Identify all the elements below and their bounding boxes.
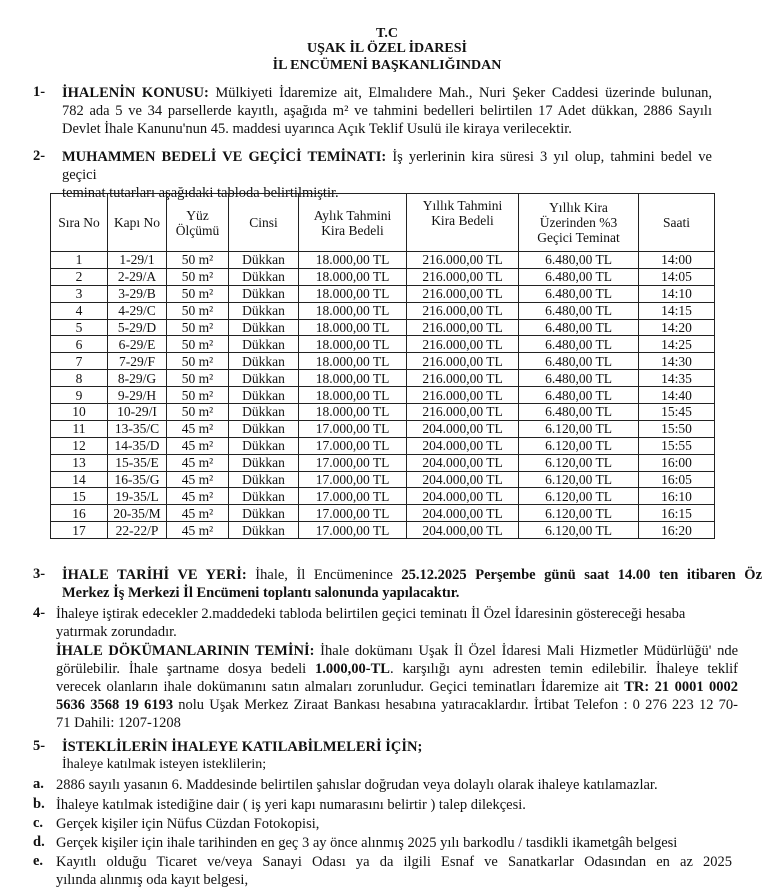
cell-yuz-olcumu: 45 m² xyxy=(167,505,229,522)
requirement-text-continued: yılında alınmış oda kayıt belgesi, xyxy=(56,872,249,888)
cell-sira-no: 6 xyxy=(51,336,108,353)
cell-gecici-teminat: 6.120,00 TL xyxy=(519,454,639,471)
cell-sira-no: 16 xyxy=(51,505,108,522)
cell-cinsi: Dükkan xyxy=(229,268,299,285)
table-row xyxy=(51,387,715,404)
cell-yillik-kira: 216.000,00 TL xyxy=(407,387,519,404)
col-header-saati: Saati xyxy=(639,194,715,252)
cell-aylik-kira: 18.000,00 TL xyxy=(299,370,407,387)
cell-aylik-kira: 18.000,00 TL xyxy=(299,252,407,269)
cell-kapi-no: 14-35/D xyxy=(108,437,167,454)
table-body xyxy=(51,252,715,539)
cell-yillik-kira: 204.000,00 TL xyxy=(407,437,519,454)
cell-gecici-teminat: 6.120,00 TL xyxy=(519,505,639,522)
cell-aylik-kira: 17.000,00 TL xyxy=(299,437,407,454)
table-header-row xyxy=(51,194,715,252)
cell-aylik-kira: 17.000,00 TL xyxy=(299,454,407,471)
cell-aylik-kira: 18.000,00 TL xyxy=(299,404,407,421)
section-5-number: 5- xyxy=(33,738,46,754)
cell-cinsi: Dükkan xyxy=(229,437,299,454)
cell-cinsi: Dükkan xyxy=(229,370,299,387)
cell-gecici-teminat: 6.480,00 TL xyxy=(519,302,639,319)
cell-kapi-no: 4-29/C xyxy=(108,302,167,319)
section-4-number: 4- xyxy=(33,605,46,621)
cell-sira-no: 1 xyxy=(51,252,108,269)
cell-saati: 14:35 xyxy=(639,370,715,387)
cell-gecici-teminat: 6.120,00 TL xyxy=(519,488,639,505)
cell-yuz-olcumu: 45 m² xyxy=(167,522,229,539)
col-header-aylik-kira: Aylık Tahmini Kira Bedeli xyxy=(299,194,407,252)
requirement-letter: b. xyxy=(33,796,45,812)
requirement-text: 2886 sayılı yasanın 6. Maddesinde belirtilen şahıslar doğrudan veya dolaylı olarak ihaleye katılamazlar. xyxy=(56,777,658,793)
section-2-title: MUHAMMEN BEDELİ VE GEÇİCİ TEMİNATI: xyxy=(62,149,387,165)
cell-kapi-no: 6-29/E xyxy=(108,336,167,353)
requirement-text: Kayıtlı olduğu Ticaret ve/veya Sanayi Odası ya da ilgili Esnaf ve Sanatkarlar Odasından en az 2025 xyxy=(56,854,732,870)
cell-kapi-no: 13-35/C xyxy=(108,420,167,437)
section-1-line-3: Devlet İhale Kanunu'nun 45. maddesi uyarınca Açık Teklif Usulü ile kiraya verilecektir. xyxy=(62,121,572,137)
requirement-letter: d. xyxy=(33,834,45,850)
cell-kapi-no: 5-29/D xyxy=(108,319,167,336)
header-institution: UŞAK İL ÖZEL İDARESİ xyxy=(307,41,467,56)
requirement-item xyxy=(56,796,732,814)
cell-cinsi: Dükkan xyxy=(229,285,299,302)
cell-cinsi: Dükkan xyxy=(229,302,299,319)
cell-yillik-kira: 216.000,00 TL xyxy=(407,319,519,336)
cell-saati: 14:00 xyxy=(639,252,715,269)
cell-aylik-kira: 17.000,00 TL xyxy=(299,471,407,488)
cell-aylik-kira: 17.000,00 TL xyxy=(299,488,407,505)
cell-gecici-teminat: 6.120,00 TL xyxy=(519,437,639,454)
cell-yuz-olcumu: 50 m² xyxy=(167,387,229,404)
cell-sira-no: 14 xyxy=(51,471,108,488)
table-row xyxy=(51,437,715,454)
cell-cinsi: Dükkan xyxy=(229,522,299,539)
cell-saati: 16:05 xyxy=(639,471,715,488)
cell-gecici-teminat: 6.480,00 TL xyxy=(519,387,639,404)
cell-yuz-olcumu: 50 m² xyxy=(167,268,229,285)
section-3-date: 25.12.2025 Perşembe günü saat 14.00 ten itibaren Öz xyxy=(401,567,763,583)
iban-part-1: TR: 21 0001 0002 xyxy=(624,679,738,695)
section-4-line-1: İhaleye iştirak edecekler 2.maddedeki tabloda belirtilen geçici teminatı İl Özel İdaresinin göstereceği hesaba xyxy=(56,606,686,622)
cell-saati: 16:00 xyxy=(639,454,715,471)
cell-saati: 14:40 xyxy=(639,387,715,404)
cell-sira-no: 9 xyxy=(51,387,108,404)
iban-part-2: 5636 3568 19 6193 xyxy=(56,697,174,713)
cell-yuz-olcumu: 50 m² xyxy=(167,336,229,353)
documents-line-5: 71 Dahili: 1207-1208 xyxy=(56,715,181,731)
table-row xyxy=(51,268,715,285)
cell-aylik-kira: 18.000,00 TL xyxy=(299,319,407,336)
cell-kapi-no: 20-35/M xyxy=(108,505,167,522)
section-5-title: İSTEKLİLERİN İHALEYE KATILABİLMELERİ İÇİN; xyxy=(62,739,423,755)
requirement-item xyxy=(56,776,732,794)
cell-yillik-kira: 216.000,00 TL xyxy=(407,302,519,319)
cell-saati: 15:45 xyxy=(639,404,715,421)
rental-fee-table xyxy=(50,193,715,539)
cell-yillik-kira: 216.000,00 TL xyxy=(407,404,519,421)
spec-fee: 1.000,00-TL xyxy=(315,661,390,677)
cell-yuz-olcumu: 50 m² xyxy=(167,404,229,421)
cell-saati: 16:10 xyxy=(639,488,715,505)
cell-gecici-teminat: 6.480,00 TL xyxy=(519,285,639,302)
cell-sira-no: 17 xyxy=(51,522,108,539)
section-4-text xyxy=(56,605,762,641)
cell-yillik-kira: 204.000,00 TL xyxy=(407,488,519,505)
cell-sira-no: 12 xyxy=(51,437,108,454)
cell-kapi-no: 10-29/I xyxy=(108,404,167,421)
cell-kapi-no: 22-22/P xyxy=(108,522,167,539)
section-1-line-2: 782 ada 5 ve 34 parsellerde kayıtlı, aşağıda m² ve tahmini bedelleri belirtilen 17 Adet dükkan, 2886 Sayılı xyxy=(62,103,712,119)
cell-gecici-teminat: 6.120,00 TL xyxy=(519,471,639,488)
col-header-gecici-teminat: Yıllık Kira Üzerinden %3 Geçici Teminat xyxy=(519,194,639,252)
cell-yillik-kira: 216.000,00 TL xyxy=(407,353,519,370)
cell-cinsi: Dükkan xyxy=(229,454,299,471)
table-row xyxy=(51,522,715,539)
cell-yuz-olcumu: 50 m² xyxy=(167,370,229,387)
cell-gecici-teminat: 6.480,00 TL xyxy=(519,268,639,285)
cell-aylik-kira: 17.000,00 TL xyxy=(299,420,407,437)
section-3-line-1: İHALE TARİHİ VE YERİ: İhale, İl Encümenince 25.12.2025 Perşembe günü saat 14.00 ten itibaren Öz xyxy=(62,567,763,583)
cell-yuz-olcumu: 45 m² xyxy=(167,488,229,505)
cell-aylik-kira: 18.000,00 TL xyxy=(299,285,407,302)
section-3-number: 3- xyxy=(33,566,46,582)
cell-yillik-kira: 204.000,00 TL xyxy=(407,522,519,539)
section-1-title: İHALENİN KONUSU: xyxy=(62,85,209,101)
requirement-letter: c. xyxy=(33,815,44,831)
cell-cinsi: Dükkan xyxy=(229,319,299,336)
col-header-cinsi: Cinsi xyxy=(229,194,299,252)
cell-aylik-kira: 18.000,00 TL xyxy=(299,336,407,353)
cell-saati: 14:30 xyxy=(639,353,715,370)
table-row xyxy=(51,404,715,421)
cell-aylik-kira: 18.000,00 TL xyxy=(299,387,407,404)
cell-saati: 14:15 xyxy=(639,302,715,319)
cell-yillik-kira: 216.000,00 TL xyxy=(407,268,519,285)
requirement-letter: a. xyxy=(33,776,44,792)
cell-sira-no: 11 xyxy=(51,420,108,437)
table-row xyxy=(51,505,715,522)
cell-kapi-no: 16-35/G xyxy=(108,471,167,488)
cell-yuz-olcumu: 45 m² xyxy=(167,454,229,471)
cell-saati: 16:20 xyxy=(639,522,715,539)
section-3-title: İHALE TARİHİ VE YERİ: xyxy=(62,567,247,583)
cell-sira-no: 5 xyxy=(51,319,108,336)
table-row xyxy=(51,488,715,505)
section-1-line-1: İHALENİN KONUSU: Mülkiyeti İdaremize ait, Elmalıdere Mah., Nuri Şeker Caddesi üzerinde bulunan, xyxy=(62,85,712,101)
cell-sira-no: 3 xyxy=(51,285,108,302)
cell-yuz-olcumu: 50 m² xyxy=(167,302,229,319)
col-header-sira-no: Sıra No xyxy=(51,194,108,252)
table-row xyxy=(51,336,715,353)
cell-sira-no: 2 xyxy=(51,268,108,285)
section-4-line-2: yatırmak zorundadır. xyxy=(56,624,177,640)
section-2-line-2: teminat tutarları aşağıdaki tabloda belirtilmiştir. xyxy=(62,185,339,201)
cell-kapi-no: 3-29/B xyxy=(108,285,167,302)
table-row xyxy=(51,252,715,269)
requirement-item xyxy=(56,834,732,852)
cell-yuz-olcumu: 45 m² xyxy=(167,471,229,488)
cell-sira-no: 8 xyxy=(51,370,108,387)
cell-aylik-kira: 18.000,00 TL xyxy=(299,302,407,319)
documents-title: İHALE DÖKÜMANLARININ TEMİNİ: xyxy=(56,643,315,659)
cell-sira-no: 13 xyxy=(51,454,108,471)
cell-sira-no: 15 xyxy=(51,488,108,505)
cell-cinsi: Dükkan xyxy=(229,252,299,269)
cell-cinsi: Dükkan xyxy=(229,336,299,353)
cell-yillik-kira: 204.000,00 TL xyxy=(407,454,519,471)
cell-yuz-olcumu: 50 m² xyxy=(167,319,229,336)
cell-yillik-kira: 204.000,00 TL xyxy=(407,471,519,488)
requirement-item xyxy=(56,815,732,833)
cell-yillik-kira: 216.000,00 TL xyxy=(407,252,519,269)
cell-sira-no: 7 xyxy=(51,353,108,370)
cell-aylik-kira: 17.000,00 TL xyxy=(299,505,407,522)
requirement-text: Gerçek kişiler için ihale tarihinden en geç 3 ay önce alınmış 2025 yılı barkodlu / tasdikli ikametgâh belgesi xyxy=(56,835,678,851)
cell-kapi-no: 2-29/A xyxy=(108,268,167,285)
cell-cinsi: Dükkan xyxy=(229,488,299,505)
cell-saati: 16:15 xyxy=(639,505,715,522)
documents-paragraph xyxy=(56,642,738,732)
documents-line-3: verecek olanların ihale dokümanını satın almaları zorunludur. Geçici teminatları İdaremize ait TR: 21 0001 0002 xyxy=(56,679,738,695)
cell-gecici-teminat: 6.480,00 TL xyxy=(519,370,639,387)
cell-yuz-olcumu: 45 m² xyxy=(167,437,229,454)
cell-saati: 15:55 xyxy=(639,437,715,454)
cell-sira-no: 4 xyxy=(51,302,108,319)
cell-cinsi: Dükkan xyxy=(229,353,299,370)
documents-line-4: 5636 3568 19 6193 nolu Uşak Merkez Ziraat Bankası hesabına yatıracaklardır. İrtibat Telefon : 0 276 223 12 70- xyxy=(56,697,738,713)
cell-gecici-teminat: 6.480,00 TL xyxy=(519,252,639,269)
section-3-text xyxy=(62,566,762,602)
col-header-kapi-no: Kapı No xyxy=(108,194,167,252)
cell-sira-no: 10 xyxy=(51,404,108,421)
cell-yuz-olcumu: 50 m² xyxy=(167,252,229,269)
requirement-text: Gerçek kişiler için Nüfus Cüzdan Fotokopisi, xyxy=(56,816,320,832)
cell-gecici-teminat: 6.120,00 TL xyxy=(519,522,639,539)
section-2-number: 2- xyxy=(33,148,46,164)
table-row xyxy=(51,319,715,336)
header-council: İL ENCÜMENİ BAŞKANLIĞINDAN xyxy=(272,58,502,73)
section-5-subtitle: İhaleye katılmak isteyen isteklilerin; xyxy=(62,757,267,772)
cell-saati: 15:50 xyxy=(639,420,715,437)
requirement-letter: e. xyxy=(33,853,44,869)
table-row xyxy=(51,353,715,370)
cell-gecici-teminat: 6.120,00 TL xyxy=(519,420,639,437)
cell-saati: 14:05 xyxy=(639,268,715,285)
cell-gecici-teminat: 6.480,00 TL xyxy=(519,336,639,353)
cell-yillik-kira: 204.000,00 TL xyxy=(407,505,519,522)
section-2-line-1: MUHAMMEN BEDELİ VE GEÇİCİ TEMİNATI: İş yerlerinin kira süresi 3 yıl olup, tahmini bedel ve geçici xyxy=(62,149,712,183)
cell-yuz-olcumu: 50 m² xyxy=(167,285,229,302)
cell-gecici-teminat: 6.480,00 TL xyxy=(519,319,639,336)
table-row xyxy=(51,370,715,387)
table-row xyxy=(51,471,715,488)
cell-yillik-kira: 204.000,00 TL xyxy=(407,420,519,437)
documents-line-1: İHALE DÖKÜMANLARININ TEMİNİ: İhale dokümanı Uşak İl Özel İdaresi Mali Hizmetler Müdürlüğü' nde xyxy=(56,643,738,659)
table-row xyxy=(51,454,715,471)
cell-kapi-no: 15-35/E xyxy=(108,454,167,471)
documents-line-2: görülebilir. İhale şartname dosya bedeli 1.000,00-TL. karşılığı aynı adresten temin edilebilir. İhaleye teklif xyxy=(56,661,739,677)
cell-saati: 14:10 xyxy=(639,285,715,302)
cell-yillik-kira: 216.000,00 TL xyxy=(407,336,519,353)
section-1-number: 1- xyxy=(33,84,46,100)
cell-cinsi: Dükkan xyxy=(229,505,299,522)
cell-yuz-olcumu: 50 m² xyxy=(167,353,229,370)
header-tc: T.C xyxy=(376,26,398,41)
cell-saati: 14:20 xyxy=(639,319,715,336)
section-1-text xyxy=(62,84,712,138)
cell-cinsi: Dükkan xyxy=(229,471,299,488)
table-row xyxy=(51,285,715,302)
col-header-yillik-kira: Yıllık Tahmini Kira Bedeli xyxy=(407,194,519,252)
cell-yillik-kira: 216.000,00 TL xyxy=(407,370,519,387)
cell-kapi-no: 1-29/1 xyxy=(108,252,167,269)
cell-cinsi: Dükkan xyxy=(229,420,299,437)
cell-yillik-kira: 216.000,00 TL xyxy=(407,285,519,302)
cell-kapi-no: 19-35/L xyxy=(108,488,167,505)
cell-cinsi: Dükkan xyxy=(229,387,299,404)
section-3-line-2: Merkez İş Merkezi İl Encümeni toplantı salonunda yapılacaktır. xyxy=(62,585,460,601)
col-header-yuz-olcumu: Yüz Ölçümü xyxy=(167,194,229,252)
table-row xyxy=(51,302,715,319)
cell-aylik-kira: 18.000,00 TL xyxy=(299,268,407,285)
cell-cinsi: Dükkan xyxy=(229,404,299,421)
cell-gecici-teminat: 6.480,00 TL xyxy=(519,353,639,370)
cell-yuz-olcumu: 45 m² xyxy=(167,420,229,437)
cell-saati: 14:25 xyxy=(639,336,715,353)
requirement-item xyxy=(56,853,732,889)
cell-aylik-kira: 18.000,00 TL xyxy=(299,353,407,370)
cell-aylik-kira: 17.000,00 TL xyxy=(299,522,407,539)
requirement-text: İhaleye katılmak istediğine dair ( iş yeri kapı numarasını belirtir ) talep dilekçesi. xyxy=(56,797,526,813)
cell-kapi-no: 8-29/G xyxy=(108,370,167,387)
cell-kapi-no: 9-29/H xyxy=(108,387,167,404)
cell-kapi-no: 7-29/F xyxy=(108,353,167,370)
table-row xyxy=(51,420,715,437)
cell-gecici-teminat: 6.480,00 TL xyxy=(519,404,639,421)
